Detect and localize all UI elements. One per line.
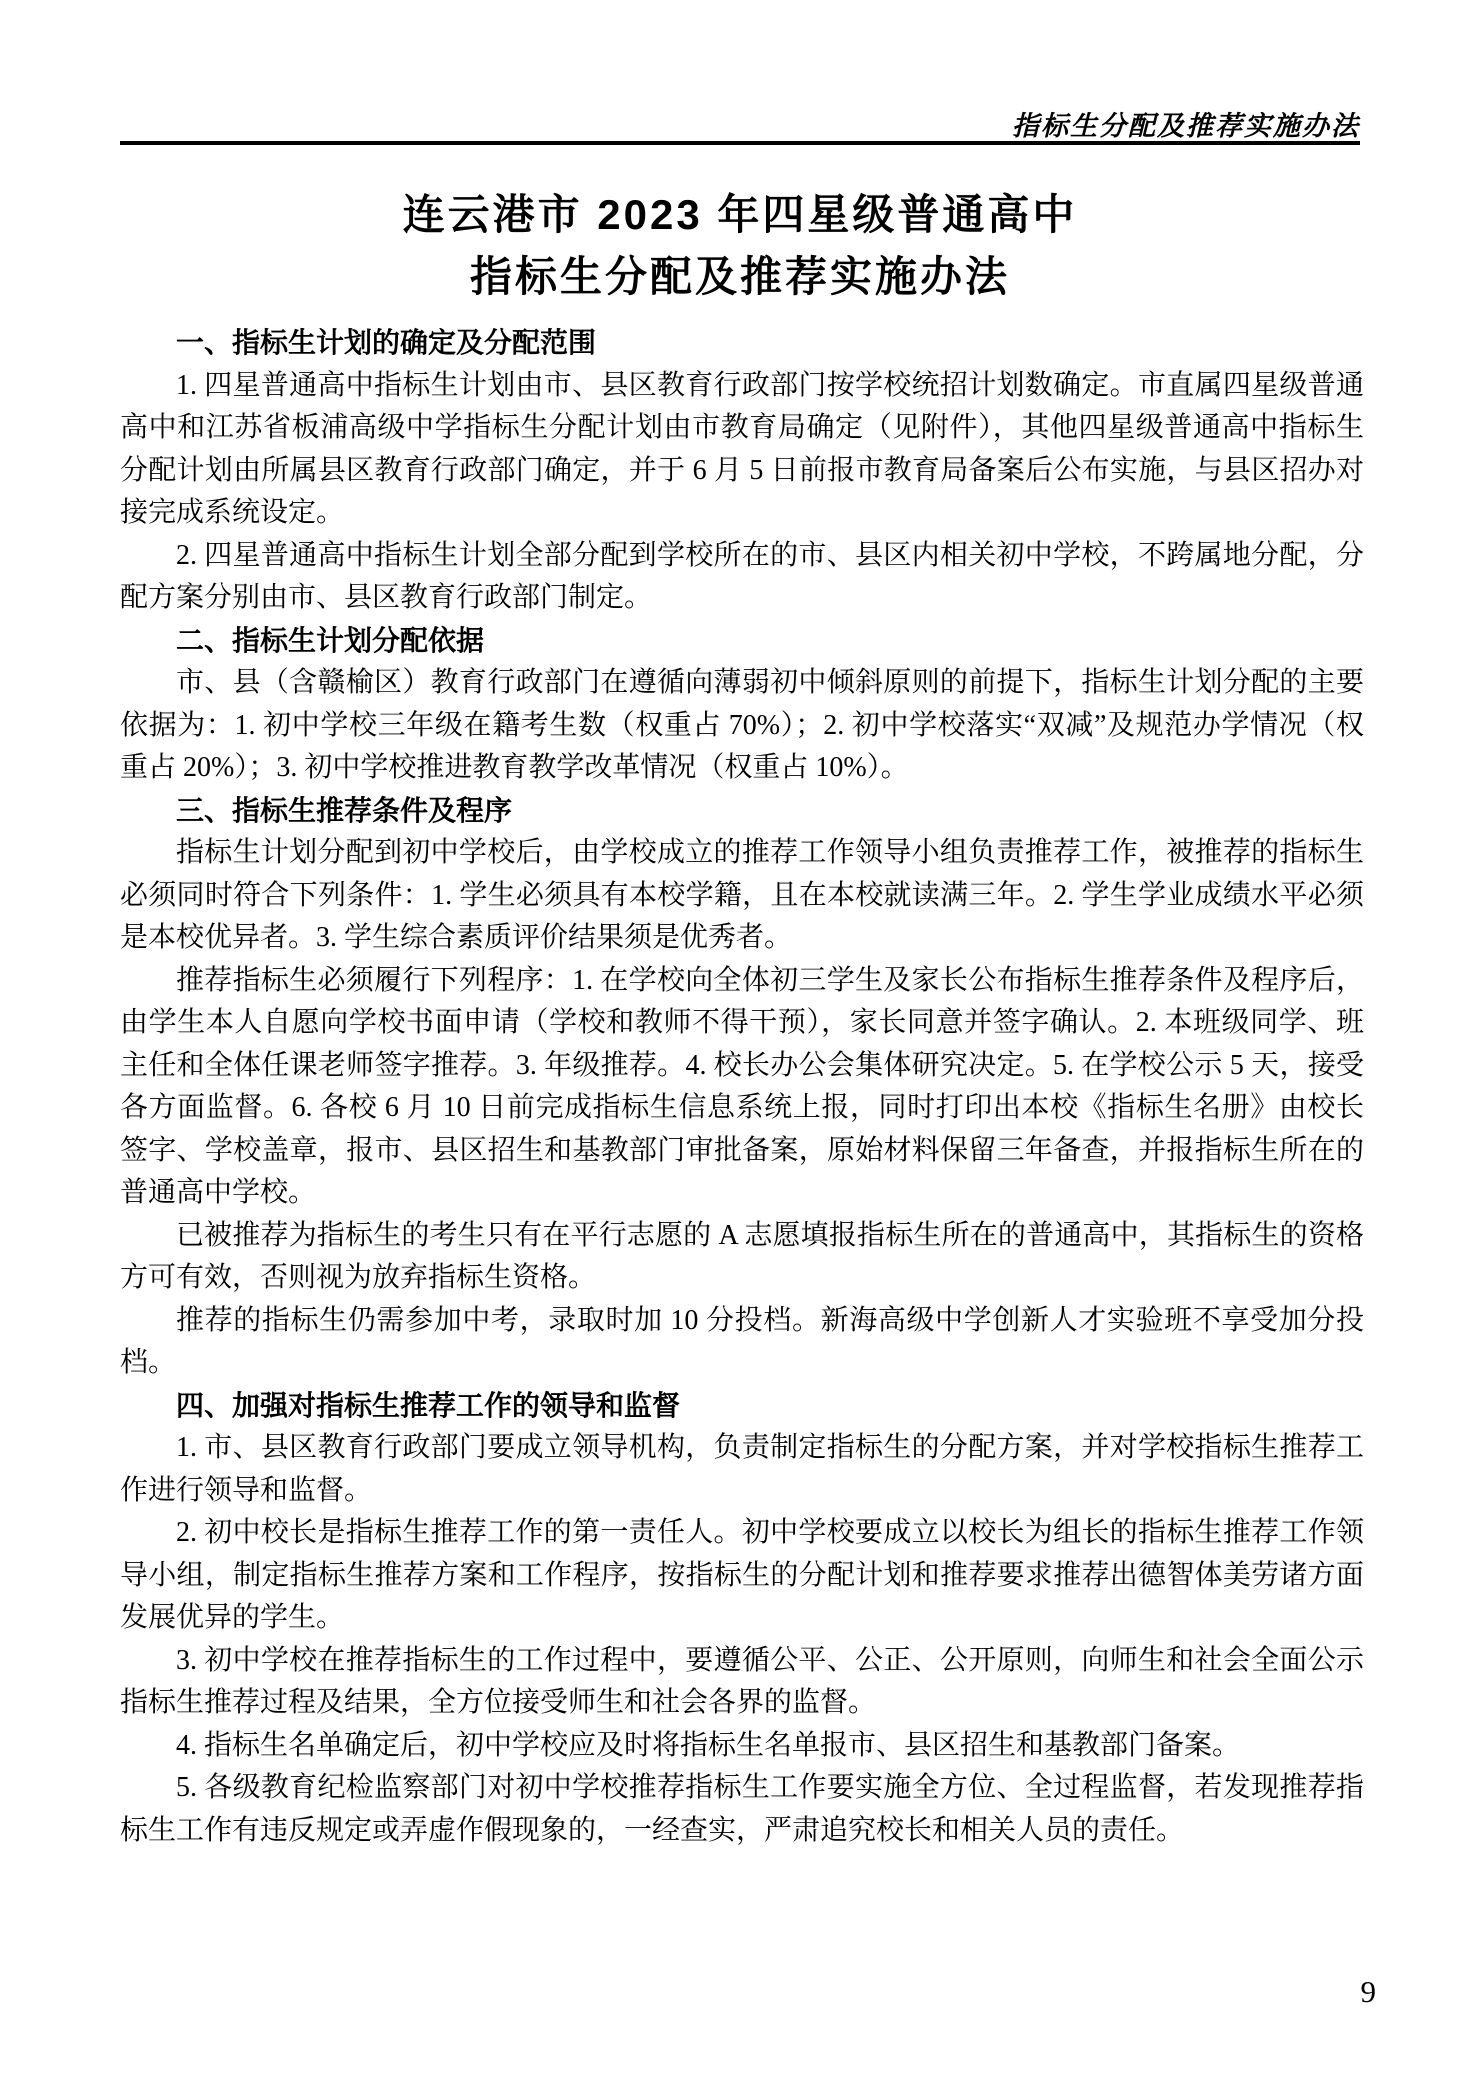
paragraph: 市、县（含赣榆区）教育行政部门在遵循向薄弱初中倾斜原则的前提下，指标生计划分配的主要依据为：1. 初中学校三年级在籍考生数（权重占 70%）；2. 初中学校落实“双减”及规范办学情况（权重占 20%）；3. 初中学校推进教育教学改革情况（权重占 10%）。	[120, 667, 1364, 783]
paragraph: 推荐指标生必须履行下列程序：1. 在学校向全体初三学生及家长公布指标生推荐条件及程序后，由学生本人自愿向学校书面申请（学校和教师不得干预），家长同意并签字确认。2. 本班级同学、班主任和全体任课老师签字推荐。3. 年级推荐。4. 校长办公会集体研究决定。5. 在学校公示 5 天，接受各方面监督。6. 各校 6 月 10 日前完成指标生信息系统上报，同时打印出本校《指标生名册》由校长签字、学校盖章，报市、县区招生和基教部门审批备案，原始材料保留三年备查，并报指标生所在的普通高中学校。	[120, 964, 1364, 1208]
running-header: 指标生分配及推荐实施办法	[1012, 111, 1360, 141]
header-rule	[120, 141, 1360, 145]
document-body	[120, 322, 1364, 1852]
document-title-line1: 连云港市 2023 年四星级普通高中	[402, 191, 1078, 238]
paragraph: 1. 四星普通高中指标生计划由市、县区教育行政部门按学校统招计划数确定。市直属四星级普通高中和江苏省板浦高级中学指标生分配计划由市教育局确定（见附件），其他四星级普通高中指标生分配计划由所属县区教育行政部门确定，并于 6 月 5 日前报市教育局备案后公布实施，与县区招办对接完成系统设定。	[120, 369, 1364, 528]
section-heading: 三、指标生推荐条件及程序	[176, 794, 513, 826]
document-title	[0, 184, 1480, 308]
paragraph: 2. 初中校长是指标生推荐工作的第一责任人。初中学校要成立以校长为组长的指标生推荐工作领导小组，制定指标生推荐方案和工作程序，按指标生的分配计划和推荐要求推荐出德智体美劳诸方面发展优异的学生。	[120, 1517, 1364, 1633]
section-heading: 二、指标生计划分配依据	[176, 624, 485, 656]
paragraph: 3. 初中学校在推荐指标生的工作过程中，要遵循公平、公正、公开原则，向师生和社会全面公示指标生推荐过程及结果，全方位接受师生和社会各界的监督。	[120, 1644, 1364, 1718]
paragraph: 推荐的指标生仍需参加中考，录取时加 10 分投档。新海高级中学创新人才实验班不享受加分投档。	[120, 1304, 1364, 1378]
page-number: 9	[1360, 1974, 1376, 2009]
section-heading: 四、加强对指标生推荐工作的领导和监督	[176, 1389, 681, 1421]
paragraph: 2. 四星普通高中指标生计划全部分配到学校所在的市、县区内相关初中学校，不跨属地分配，分配方案分别由市、县区教育行政部门制定。	[120, 539, 1364, 613]
document-title-line2: 指标生分配及推荐实施办法	[469, 253, 1010, 300]
paragraph: 指标生计划分配到初中学校后，由学校成立的推荐工作领导小组负责推荐工作，被推荐的指标生必须同时符合下列条件：1. 学生必须具有本校学籍，且在本校就读满三年。2. 学生学业成绩水平必须是本校优异者。3. 学生综合素质评价结果须是优秀者。	[120, 837, 1364, 953]
paragraph: 5. 各级教育纪检监察部门对初中学校推荐指标生工作要实施全方位、全过程监督，若发现推荐指标生工作有违反规定或弄虚作假现象的，一经查实，严肃追究校长和相关人员的责任。	[120, 1772, 1364, 1846]
section-heading: 一、指标生计划的确定及分配范围	[176, 327, 597, 358]
paragraph: 1. 市、县区教育行政部门要成立领导机构，负责制定指标生的分配方案，并对学校指标生推荐工作进行领导和监督。	[120, 1432, 1364, 1506]
paragraph: 4. 指标生名单确定后，初中学校应及时将指标生名单报市、县区招生和基教部门备案。	[176, 1729, 1241, 1761]
paragraph: 已被推荐为指标生的考生只有在平行志愿的 A 志愿填报指标生所在的普通高中，其指标生的资格方可有效，否则视为放弃指标生资格。	[120, 1219, 1364, 1293]
